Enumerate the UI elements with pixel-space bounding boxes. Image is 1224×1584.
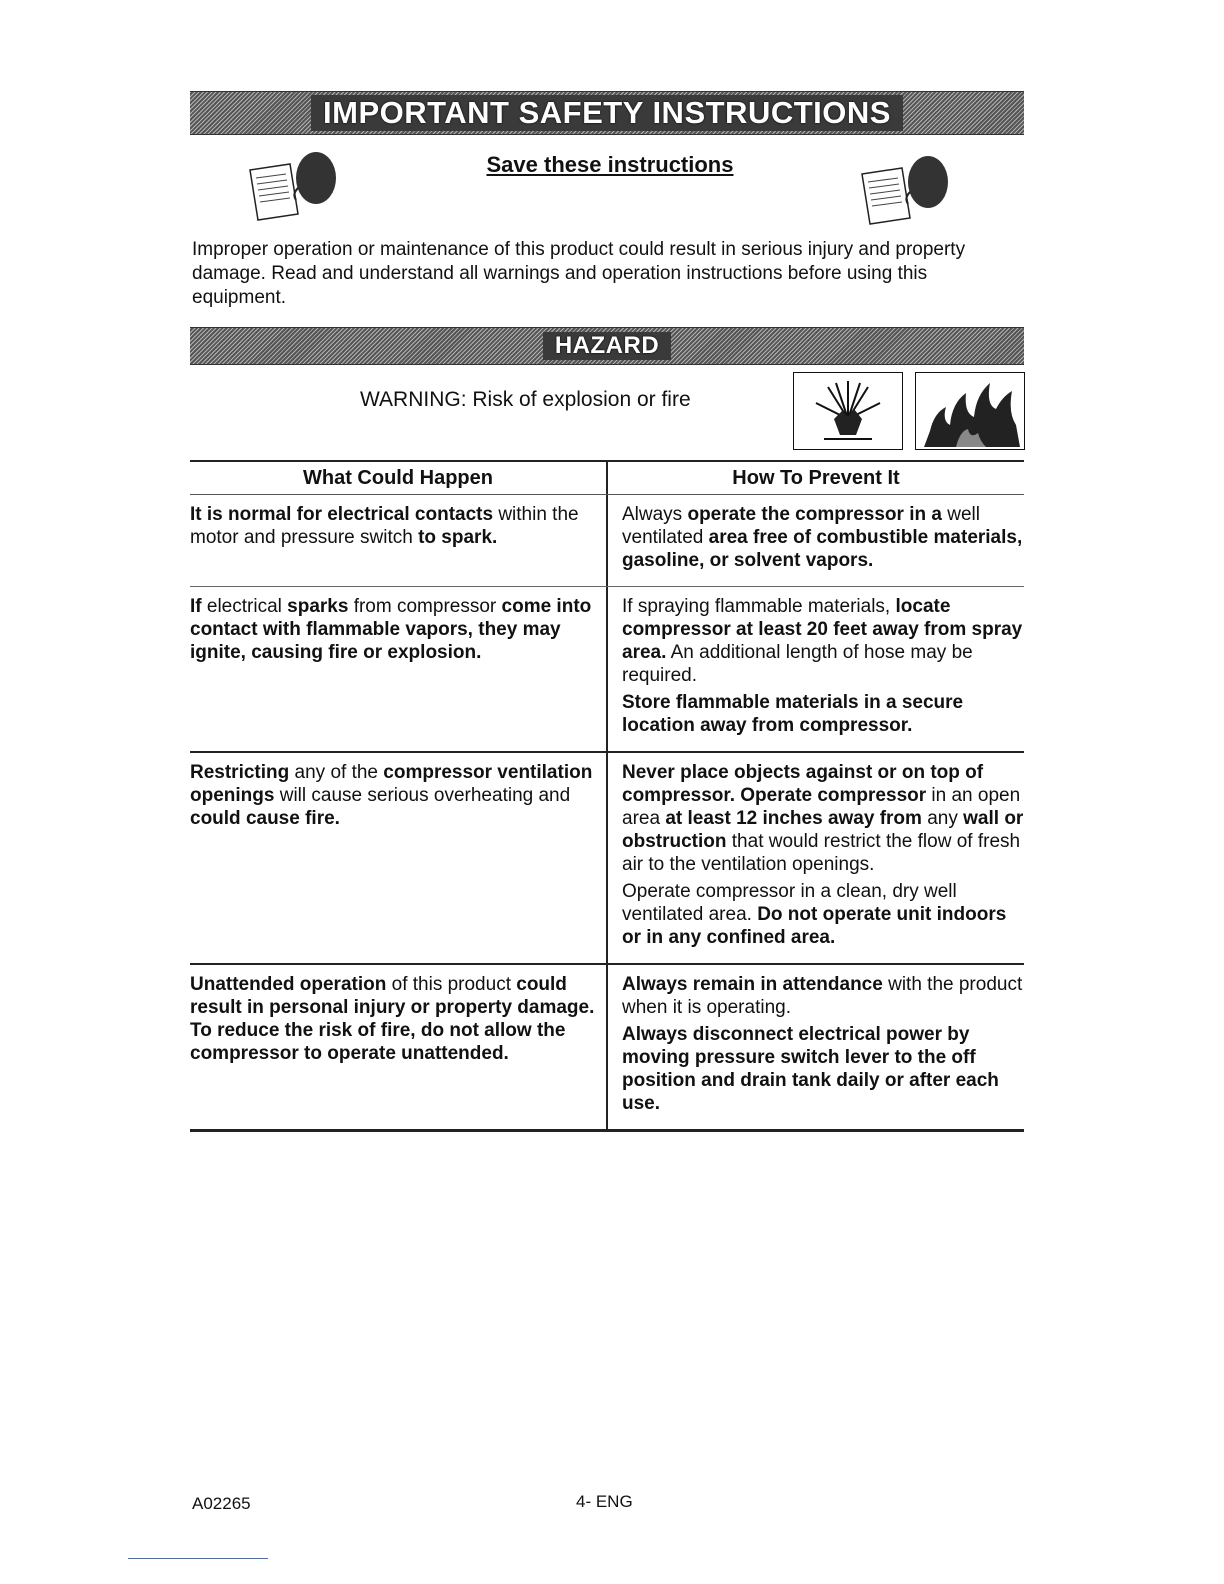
text-run: area free of combustible materials, gasoline, or solvent vapors. (622, 527, 1023, 571)
table-row (190, 753, 1024, 965)
text-run: will cause serious overheating and (274, 785, 571, 806)
text-run: to spark. (418, 527, 498, 548)
text-run: electrical (201, 596, 288, 617)
what-could-happen-cell (190, 965, 606, 1129)
hazard-banner (190, 327, 1024, 365)
text-run: any (921, 808, 964, 829)
text-run: sparks (287, 596, 349, 617)
text-run: wall or obstruction (622, 808, 1024, 852)
text-run: Always disconnect electrical power by moving pressure switch lever to the off position and drain tank daily or after each use. (622, 1024, 999, 1114)
prevention-paragraph (622, 503, 1024, 572)
text-run: from compressor (348, 596, 502, 617)
column-header-how-to-prevent: How To Prevent It (606, 462, 1024, 494)
read-manual-icon (246, 148, 338, 224)
text-run: that would restrict the flow of fresh air to the ventilation openings. (622, 831, 1021, 875)
text-run: locate compressor at least 20 feet away from spray area. (622, 596, 1023, 663)
text-run: It is normal for electrical contacts (190, 504, 494, 525)
text-run: in an open area (622, 785, 1021, 829)
what-could-happen-cell (190, 587, 606, 751)
column-header-what-could-happen: What Could Happen (303, 467, 493, 489)
how-to-prevent-cell (606, 965, 1024, 1129)
intro-paragraph: Improper operation or maintenance of this product could result in serious injury and property damage. Read and understand all warnings and operation instructions before using this equipment. (192, 239, 966, 308)
text-run: Always (622, 504, 688, 525)
page-number: 4- ENG (576, 1492, 633, 1511)
warning-text: WARNING: Risk of explosion or fire (360, 388, 691, 411)
table-row (190, 495, 1024, 587)
text-run: compressor ventilation openings (190, 762, 593, 806)
text-run: Never place objects against or on top of compressor. Operate compressor (622, 762, 984, 806)
fire-icon (915, 372, 1025, 450)
prevention-paragraph (622, 1023, 1024, 1115)
document-code: A02265 (192, 1494, 251, 1513)
text-run: Do not operate unit indoors or in any confined area. (622, 904, 1007, 948)
page-title: IMPORTANT SAFETY INSTRUCTIONS (311, 95, 903, 131)
footer-rule (128, 1558, 268, 1559)
title-banner (190, 91, 1024, 135)
text-run: If spraying flammable materials, (622, 596, 896, 617)
explosion-icon (793, 372, 903, 450)
text-run: If (190, 596, 202, 617)
text-run: Operate compressor in a clean, dry well ventilated area. (622, 881, 957, 925)
table-row (190, 965, 1024, 1132)
how-to-prevent-cell (606, 587, 1024, 751)
what-could-happen-cell (190, 753, 606, 963)
prevention-paragraph (622, 691, 1024, 737)
how-to-prevent-cell (606, 495, 1024, 586)
prevention-paragraph (622, 595, 1024, 687)
text-run: operate the compressor in a (687, 504, 942, 525)
text-run: at least 12 inches away from (665, 808, 922, 829)
table-header (190, 460, 1024, 495)
text-run: with the product when it is operating. (622, 974, 1023, 1018)
text-run: An additional length of hose may be required. (622, 642, 973, 686)
what-could-happen-cell (190, 495, 606, 586)
prevention-paragraph (622, 761, 1024, 876)
text-run: within the motor and pressure switch (190, 504, 579, 548)
text-run: Store flammable materials in a secure location away from compressor. (622, 692, 964, 736)
prevention-paragraph (622, 880, 1024, 949)
table-body (190, 495, 1024, 1132)
text-run: come into contact with flammable vapors, they may ignite, causing fire or explosion. (190, 596, 592, 663)
how-to-prevent-cell (606, 753, 1024, 963)
text-run: of this product (386, 974, 517, 995)
table-row (190, 587, 1024, 753)
save-instructions-heading: Save these instructions (486, 152, 734, 177)
text-run: any of the (289, 762, 384, 783)
hazard-table (190, 460, 1024, 1132)
prevention-paragraph (622, 973, 1024, 1019)
text-run: could cause fire. (190, 808, 340, 829)
text-run: well ventilated (622, 504, 980, 548)
read-manual-icon (858, 152, 950, 228)
text-run: Restricting (190, 762, 290, 783)
hazard-title: HAZARD (543, 332, 671, 360)
text-run: could result in personal injury or property damage. To reduce the risk of fire, do not allow the compressor to operate unattended. (190, 974, 595, 1064)
text-run: Always remain in attendance (622, 974, 883, 995)
text-run: Unattended operation (190, 974, 387, 995)
